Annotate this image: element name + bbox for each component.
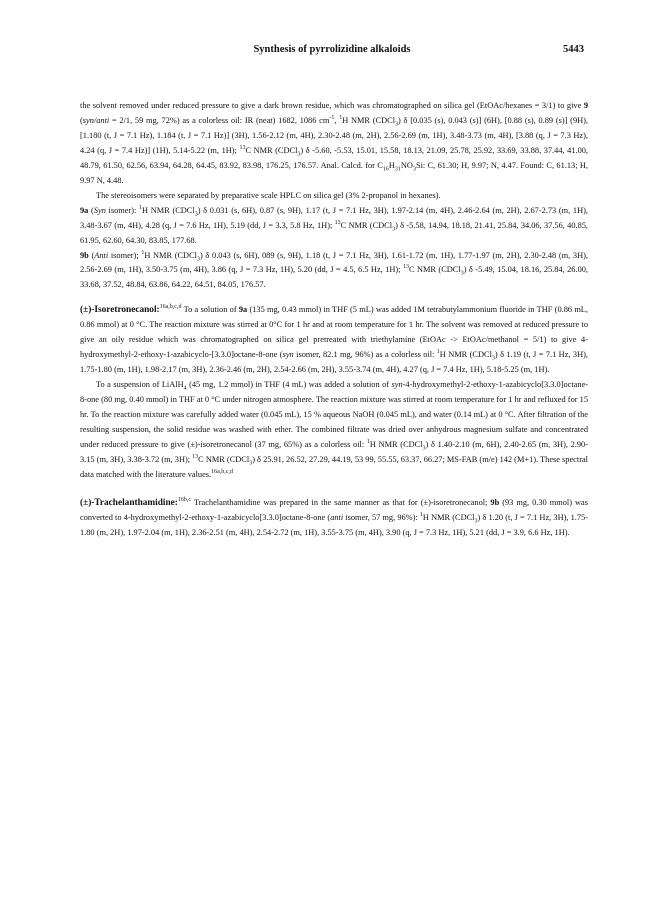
subscript: 3 <box>194 211 198 218</box>
subscript: 3 <box>196 256 200 263</box>
compound-ref: 9b <box>490 497 500 507</box>
superscript: 1 <box>366 439 370 446</box>
subscript: 3 <box>460 271 464 278</box>
text: H NMR (CDCl <box>142 205 195 215</box>
superscript: 13 <box>402 264 409 271</box>
compound-ref: 9a <box>238 305 248 315</box>
text: H <box>388 160 395 170</box>
paragraph-compound-9 <box>80 99 588 189</box>
text: ) δ 1.20 (t, J = 7.1 Hz, 3H), 1.75-1.80 (m, 2H), 1.97-2.04 (m, 1H), 2.36-2.51 (m, 4H), 2.54-2.72 (m, 1H), 3.55-3.75 (m, 4H), 3.90 (q, J = 7.3 Hz, 1H), 5.21 (dd, J = 3.9, 6.6 Hz, 1H). <box>80 512 588 537</box>
isomer-label: Anti <box>94 250 109 260</box>
text: = 2/1, 59 mg, 72%) as a colorless oil: IR (neat) 1682, 1086 cm <box>109 115 330 125</box>
article-body <box>80 99 588 541</box>
superscript: 1 <box>339 115 343 122</box>
compound-ref: 9 <box>583 101 588 110</box>
text: C NMR (CDCl <box>340 220 393 230</box>
isomer-label: anti <box>330 512 344 522</box>
running-header <box>80 44 584 58</box>
subscript: 3 <box>249 460 253 467</box>
text: ) δ -5.58, 14.94, 18.18, 21.41, 25.84, 34.06, 37.56, 40.85, 61.95, 62.60, 64.30, 83.85, 177.68. <box>80 220 589 245</box>
reference-superscript: 16b,c <box>177 497 192 504</box>
isomer-label: syn <box>391 380 403 390</box>
text: -4-hydroxymethyl-2-ethoxy-1-azabicyclo[3.3.0]octane-8-one (80 mg, 0.40 mmol) in THF at 0 °C under nitrogen atmosphere. The reaction mixture was stirred at room temperature for 1 hr and refluxed for 15 hr. To the reaction mixture was carefully added water (0.045 mL), 15 % aqueous NaOH (0.045 mL), and water (0.14 mL) at 0 °C. After filtration of the resulting suspension, the solid residue was washed with ether. The combined filtrate was dried over anhydrous magnesium sulfate and concentrated under reduced pressure to give (±)-isoretronecanol (37 mg, 65%) as a colorless oil: <box>80 380 588 449</box>
text: ( <box>88 205 94 215</box>
subscript: 4 <box>183 385 187 392</box>
text: ) δ 1.40-2.10 (m, 6H), 2.40-2.65 (m, 3H), 2.90-3.15 (m, 3H), 3.38-3.72 (m, 3H); <box>80 439 589 464</box>
subscript: 3 <box>395 121 399 128</box>
subscript: 3 <box>297 151 301 158</box>
superscript: 13 <box>334 219 341 226</box>
subscript: 3 <box>392 226 396 233</box>
text: NO <box>400 160 413 170</box>
superscript: 13 <box>192 454 199 461</box>
text: H NMR (CDCl <box>369 439 423 449</box>
text: H NMR (CDCl <box>422 512 475 522</box>
text: ) δ -5.49, 15.04, 18.16, 25.84, 26.00, 33.68, 37.52, 48.84, 63.86, 64.22, 64.51, 84.05, 176.57. <box>80 265 588 290</box>
text: H NMR (CDCl <box>439 350 492 360</box>
isomer-label: syn <box>282 350 294 360</box>
subscript: 3 <box>474 518 478 525</box>
text: ) δ -5.60, -5.53, 15.01, 15.58, 18.13, 21.09, 25.78, 25.92, 33.69, 33.88, 37.44, 41.00, 48.79, 61.50, 62.56, 63.94, 64.28, 64.45, 83.92, 83.98, 176.25, 176.57. Anal. Calcd. for C <box>80 145 588 170</box>
superscript: 13 <box>239 145 246 152</box>
subscript: 3 <box>491 355 495 362</box>
superscript: 1 <box>419 512 423 518</box>
text: ) δ 1.19 (t, J = 7.1 Hz, 3H), 1.75-1.80 (m, 1H), 1.98-2.17 (m, 3H), 2.36-2.46 (m, 2H), 2.54-2.66 (m, 2H), 3.55-3.74 (m, 4H), 4.27 (q, J = 7.4 Hz, 1H), 5.18-5.25 (m, 1H). <box>80 350 588 375</box>
superscript: 1 <box>436 349 440 356</box>
text: ( <box>88 250 95 260</box>
text: H NMR (CDCl <box>342 115 396 125</box>
isomer-label: syn/anti <box>82 115 110 125</box>
section-heading: (±)-Trachelanthamidine: <box>80 497 178 508</box>
text: ) δ 0.031 (s, 6H), 0.87 (s, 9H), 1.17 (t, J = 7.1 Hz, 3H), 1.97-2.14 (m, 4H), 2.46-2.64 (m, 2H), 2.67-2.73 (m, 1H), 3.48-3.67 (m, 4H), 4.28 (q, J = 7.6 Hz, 1H), 5.19 (dd, J = 3.3, 5.8 Hz, 1H); <box>80 205 588 230</box>
section-heading: (±)-Isoretronecanol: <box>80 305 160 316</box>
running-title: Synthesis of pyrrolizidine alkaloids <box>253 44 411 55</box>
text: C NMR (CDCl <box>198 454 250 464</box>
paragraph-hplc-separation <box>80 189 588 204</box>
reference-superscript: 16a,b,c,d <box>159 304 182 311</box>
text: C NMR (CDCl <box>408 265 461 275</box>
text: (93 mg, 0.30 mmol) was converted to 4-hydroxymethyl-2-ethoxy-1-azabicyclo[3.3.0]octane-8-one ( <box>80 497 588 522</box>
paragraph-9a-syn <box>80 204 588 249</box>
text: Si: C, 61.30; H, 9.97; N, 4.47. Found: C, 61.13; H, 9.97 N, 4.48. <box>80 160 588 185</box>
compound-label: 9b <box>80 250 89 260</box>
text: isomer): <box>105 205 140 215</box>
superscript: 1 <box>141 249 145 256</box>
text: isomer, 82.1 mg, 96%) as a colorless oil: <box>293 350 437 360</box>
page-number: 5443 <box>563 44 584 55</box>
paragraph-trachelanthamidine <box>80 496 588 541</box>
text: ) δ [0.035 (s), 0.043 (s)] (6H), [0.88 (s), 0.89 (s)] (9H), [1.180 (t, J = 7.1 Hz), 1.184 (t, J = 7.1 Hz)] (3H), 1.56-2.12 (m, 4H), 2.30-2.48 (m, 2H), 2.56-2.69 (m, 1H), 3.48-3.73 (m, 4H), [3.88 (q, J = 7.3 Hz), 4.24 (q, J = 7.4 Hz)] (1H), 5.14-5.22 (m, 1H); <box>80 115 589 155</box>
text: H NMR (CDCl <box>144 250 197 260</box>
text: isomer); <box>108 250 142 260</box>
text: (45 mg, 1.2 mmol) in THF (4 mL) was added a solution of <box>186 380 392 390</box>
text: C NMR (CDCl <box>245 145 298 155</box>
compound-label: 9a <box>80 205 89 215</box>
text: the solvent removed under reduced pressure to give a dark brown residue, which was chromatographed on silica gel (EtOAc/hexanes = 3/1) to give <box>80 101 584 110</box>
superscript: -1 <box>329 115 335 122</box>
subscript: 3 <box>422 445 426 452</box>
text: (135 mg, 0.43 mmol) in THF (5 mL) was added 1M tetrabutylammonium fluoride in THF (0.86 mL, 0.86 mmol) at 0 °C. The reaction mixture was stirred at 0°C for 1 hr and at room temperature for 1 hr. The solvent was removed at reduced pressure to give an oily residue which was chromatographed on silica gel pretreated with triethylamine (EtOAc -> EtOAc/methanol = 5/1) to give 4-hydroxymethyl-2-ethoxy-1-azabicyclo-[3.3.0]octane-8-one ( <box>80 305 588 360</box>
isomer-label: Syn <box>93 205 106 215</box>
text: The stereoisomers were separated by preparative scale HPLC on silica gel (3% 2-propanol in hexanes). <box>96 190 441 200</box>
text: To a solution of <box>181 305 239 315</box>
text: ) δ 0.043 (s, 6H), 089 (s, 9H), 1.18 (t, J = 7.1 Hz, 3H), 1.61-1.72 (m, 1H), 1.77-1.97 (m, 2H), 2.30-2.48 (m, 3H), 2.56-2.69 (m, 1H), 3.50-3.75 (m, 4H), 3.86 (q, J = 7.3 Hz, 1H), 5.20 (dd, J = 4.5, 6.5 Hz, 1H); <box>80 250 588 275</box>
text: Trachelanthamidine was prepared in the same manner as that for (±)-isoretronecanol; <box>191 497 491 507</box>
text: ( <box>80 115 83 125</box>
subscript: 3 <box>412 166 416 173</box>
text: To a suspension of LiAlH <box>96 380 184 390</box>
text: ) δ 25.91, 26.52, 27.29, 44.19, 53 99, 55.55, 63.37, 66.27; MS-FAB (m/e) 142 (M+1). These spectral data matched with the literature values. <box>80 454 589 479</box>
subscript: 16 <box>382 166 389 173</box>
text: isomer, 57 mg, 96%): <box>343 512 420 522</box>
paragraph-lialh4-reduction <box>80 378 588 483</box>
superscript: 1 <box>139 204 143 211</box>
subscript: 31 <box>394 166 401 173</box>
text: , <box>334 115 340 125</box>
paragraph-isoretronecanol <box>80 303 588 378</box>
paragraph-9b-anti <box>80 249 588 294</box>
reference-superscript: 16a,b,c,d <box>211 469 233 476</box>
